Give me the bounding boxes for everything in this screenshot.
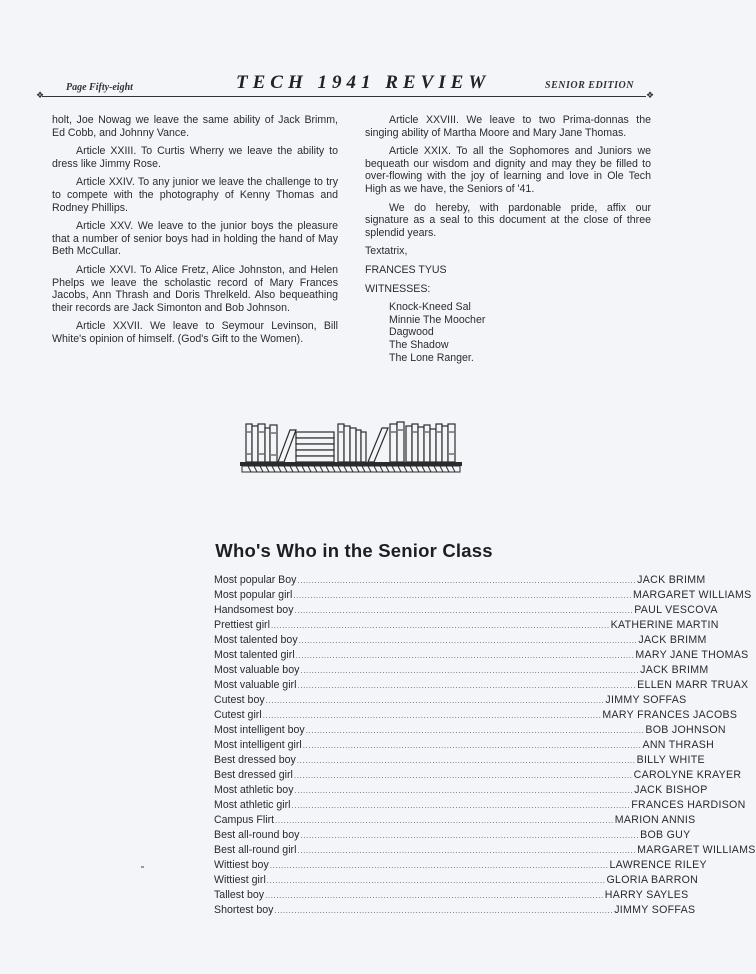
award-winner: FRANCES HARDISON [631, 799, 746, 811]
dot-leader: ........................................................................................................................ [291, 801, 631, 810]
dot-leader: ........................................................................................................................ [298, 636, 638, 645]
award-winner: JIMMY SOFFAS [605, 694, 687, 706]
award-category: Campus Flirt [214, 814, 275, 826]
whos-who-row [214, 573, 706, 588]
whos-who-row [214, 813, 696, 828]
print-speck [141, 866, 144, 868]
award-category: Most talented girl [214, 649, 295, 661]
witness-name: The Shadow [389, 338, 449, 351]
paragraph: Article XXVI. To Alice Fretz, Alice Johnston, and Helen Phelps we leave the scholastic record of Mary Frances Jacobs, Ann Thrash and Doris Threlkeld. Also bequeathing their records are Jack Simonton and Bob Johnson. [52, 263, 338, 314]
award-category: Cutest girl [214, 709, 262, 721]
whos-who-row [214, 633, 707, 648]
whos-who-row [214, 738, 715, 753]
right-column [365, 114, 651, 364]
paragraph: Article XXIX. To all the Sophomores and Juniors we bequeath our wisdom and dignity and may they be filled to over-flowing with the joy of learning and love in Ole Tech High as we have, the Seniors of '41. [365, 145, 651, 195]
witnesses-heading: WITNESSES: [365, 282, 431, 295]
whos-who-row [214, 798, 746, 813]
dot-leader: ........................................................................................................................ [293, 771, 633, 780]
award-winner: BOB GUY [640, 829, 691, 841]
award-category: Most popular girl [214, 589, 293, 601]
page-header [36, 72, 655, 102]
award-winner: BOB JOHNSON [645, 724, 726, 736]
whos-who-title-text: Who's Who in the Senior Class [215, 540, 493, 561]
award-winner: MARY JANE THOMAS [635, 649, 749, 661]
witness-name: Knock-Kneed Sal [389, 301, 471, 314]
dot-leader: ........................................................................................................................ [270, 621, 610, 630]
dot-leader: ........................................................................................................................ [265, 891, 604, 900]
whos-who-row [214, 753, 705, 768]
paragraph: Article XXVIII. We leave to two Prima-donnas the singing ability of Martha Moore and Mary Jane Thomas. [365, 114, 651, 139]
whos-who-list [214, 573, 756, 918]
award-winner: JACK BRIMM [638, 634, 707, 646]
paragraph: Article XXIV. To any junior we leave the challenge to try to compete with the photography of Kenny Thomas and Rodney Phillips. [52, 176, 338, 214]
whos-who-row [214, 588, 752, 603]
whos-who-row [214, 828, 691, 843]
award-category: Best all-round boy [214, 829, 300, 841]
whos-who-row [214, 783, 708, 798]
whos-who-row [214, 678, 749, 693]
whos-who-row [214, 873, 699, 888]
dot-leader: ........................................................................................................................ [300, 666, 640, 675]
dot-leader: ........................................................................................................................ [266, 876, 606, 885]
award-winner: BILLY WHITE [636, 754, 705, 766]
whos-who-row [214, 843, 756, 858]
dot-leader: ........................................................................................................................ [297, 681, 637, 690]
ornament-left-icon: ❖ [36, 90, 45, 100]
ornament-right-icon: ❖ [646, 90, 655, 100]
award-winner: HARRY SAYLES [604, 889, 689, 901]
dot-leader: ........................................................................................................................ [269, 861, 609, 870]
whos-who-row [214, 723, 726, 738]
award-category: Best dressed girl [214, 769, 293, 781]
whos-who-row [214, 888, 689, 903]
award-category: Shortest boy [214, 904, 274, 916]
award-winner: LAWRENCE RILEY [609, 859, 707, 871]
dot-leader: ........................................................................................................................ [265, 696, 605, 705]
award-category: Most talented boy [214, 634, 298, 646]
page-number-label: Page Fifty-eight [66, 82, 133, 93]
award-category: Most valuable boy [214, 664, 300, 676]
left-column [52, 114, 338, 352]
award-category: Tallest boy [214, 889, 265, 901]
dot-leader: ........................................................................................................................ [275, 816, 614, 825]
paragraph: Article XXIII. To Curtis Wherry we leave the ability to dress like Jimmy Rose. [52, 145, 338, 170]
award-category: Most athletic boy [214, 784, 294, 796]
award-winner: CAROLYNE KRAYER [633, 769, 742, 781]
paragraph: We do hereby, with pardonable pride, affix our signature as a seal to this document at the close of three splendid years. [365, 201, 651, 239]
dot-leader: ........................................................................................................................ [294, 786, 634, 795]
award-category: Wittiest boy [214, 859, 269, 871]
award-category: Prettiest girl [214, 619, 270, 631]
award-winner: MARGARET WILLIAMS [633, 589, 752, 601]
dot-leader: ........................................................................................................................ [297, 846, 637, 855]
paragraph: holt, Joe Nowag we leave the same ability of Jack Brimm, Ed Cobb, and Johnny Vance. [52, 114, 338, 139]
award-category: Most athletic girl [214, 799, 291, 811]
edition-label: SENIOR EDITION [545, 80, 634, 91]
whos-who-row [214, 903, 696, 918]
whos-who-title [0, 540, 710, 562]
dot-leader: ........................................................................................................................ [296, 756, 636, 765]
witness-name: The Lone Ranger. [389, 351, 474, 364]
whos-who-row [214, 603, 718, 618]
header-rule [42, 96, 646, 97]
bookshelf-icon [240, 418, 466, 478]
dot-leader: ........................................................................................................................ [293, 591, 633, 600]
dot-leader: ........................................................................................................................ [295, 651, 635, 660]
publication-title: TECH 1941 REVIEW [236, 72, 491, 93]
dot-leader: ........................................................................................................................ [274, 906, 614, 915]
whos-who-row [214, 693, 687, 708]
dot-leader: ........................................................................................................................ [300, 831, 640, 840]
award-winner: MARGARET WILLIAMS [637, 844, 756, 856]
bookshelf-illustration [240, 418, 466, 478]
dot-leader: ........................................................................................................................ [294, 606, 634, 615]
whos-who-row [214, 858, 707, 873]
award-winner: KATHERINE MARTIN [610, 619, 719, 631]
award-winner: JACK BISHOP [634, 784, 708, 796]
dot-leader: ........................................................................................................................ [297, 576, 637, 585]
whos-who-row [214, 708, 738, 723]
signature-name: FRANCES TYUS [365, 263, 447, 276]
award-category: Most intelligent girl [214, 739, 302, 751]
dot-leader: ........................................................................................................................ [305, 726, 645, 735]
award-category: Most valuable girl [214, 679, 297, 691]
paragraph: Article XXVII. We leave to Seymour Levinson, Bill White's opinion of himself. (God's Gift to the Women). [52, 320, 338, 345]
award-category: Best dressed boy [214, 754, 296, 766]
whos-who-row [214, 768, 742, 783]
witness-name: Dagwood [389, 326, 434, 339]
dot-leader: ........................................................................................................................ [262, 711, 602, 720]
award-winner: PAUL VESCOVA [634, 604, 718, 616]
award-winner: JACK BRIMM [637, 574, 706, 586]
award-category: Cutest boy [214, 694, 265, 706]
award-category: Most intelligent boy [214, 724, 305, 736]
award-category: Handsomest boy [214, 604, 294, 616]
signature-label: Textatrix, [365, 245, 408, 258]
award-winner: ELLEN MARR TRUAX [637, 679, 749, 691]
whos-who-row [214, 618, 719, 633]
whos-who-row [214, 663, 709, 678]
paragraph: Article XXV. We leave to the junior boys the pleasure that a number of senior boys had in holding the hand of May Beth McCullar. [52, 220, 338, 258]
award-winner: ANN THRASH [642, 739, 715, 751]
award-winner: MARY FRANCES JACOBS [602, 709, 738, 721]
dot-leader: ........................................................................................................................ [302, 741, 642, 750]
award-winner: GLORIA BARRON [606, 874, 699, 886]
witness-name: Minnie The Moocher [389, 313, 486, 326]
award-winner: MARION ANNIS [614, 814, 696, 826]
award-winner: JIMMY SOFFAS [614, 904, 696, 916]
award-winner: JACK BRIMM [640, 664, 709, 676]
award-category: Best all-round girl [214, 844, 297, 856]
award-category: Most popular Boy [214, 574, 297, 586]
award-category: Wittiest girl [214, 874, 266, 886]
whos-who-row [214, 648, 749, 663]
